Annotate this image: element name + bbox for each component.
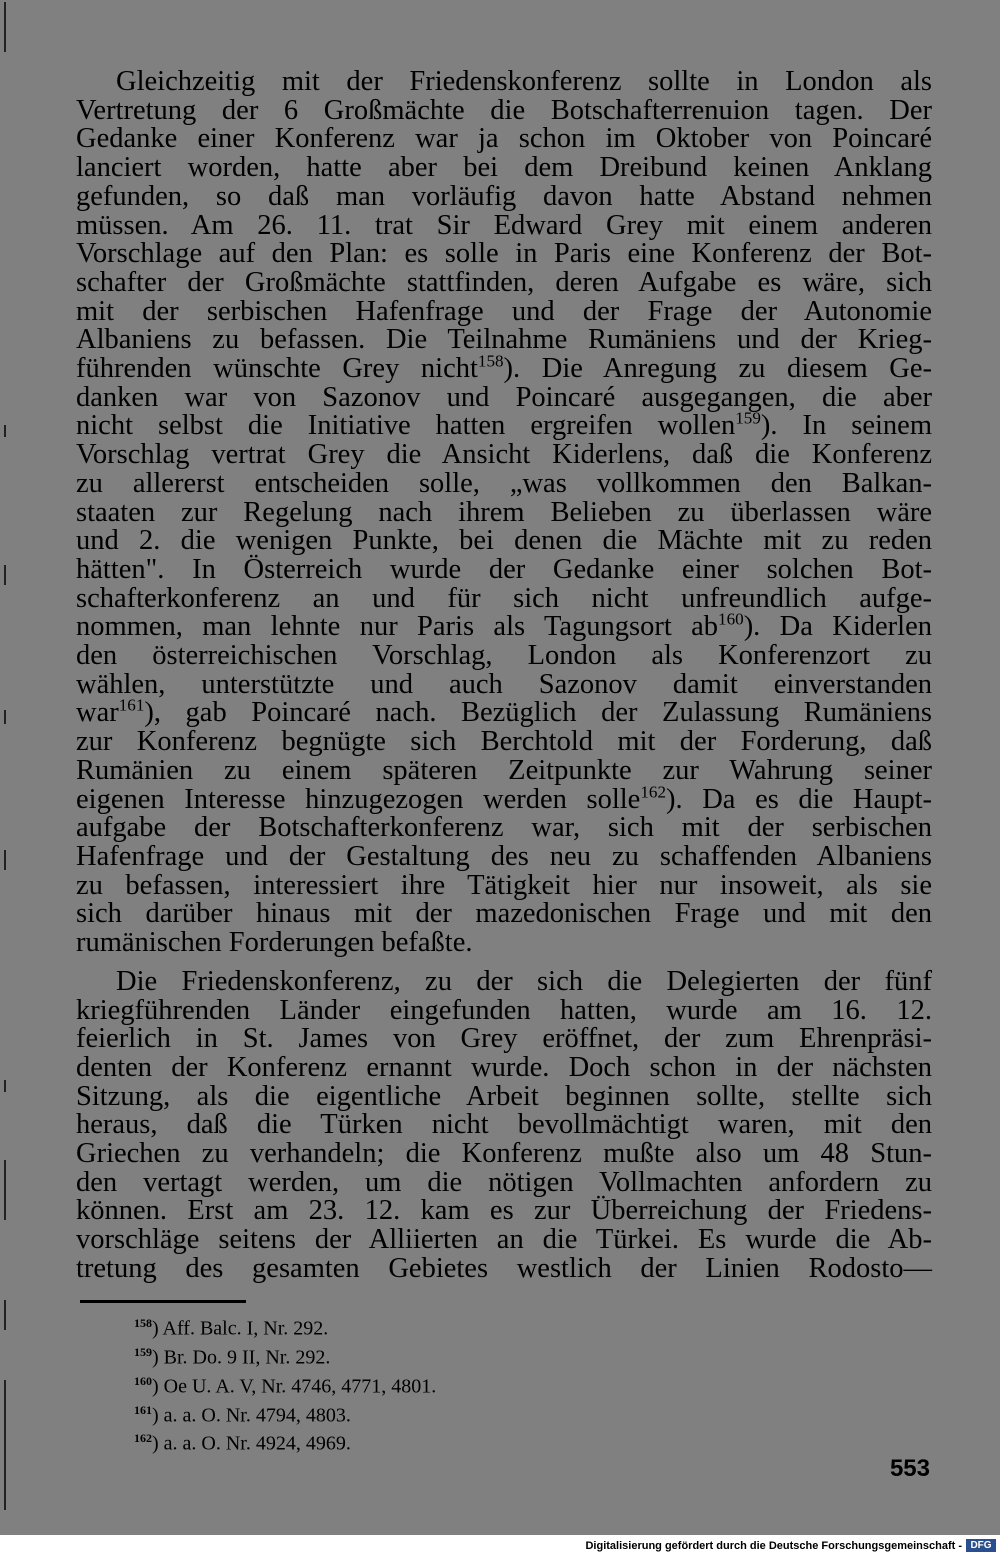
text-line: kriegführenden Länder eingefunden hatten, wurde am 16. 12. [76,994,932,1026]
footnote-separator [80,1300,246,1303]
text-line: heraus, daß die Türken nicht bevollmächtigt waren, mit den [76,1109,932,1141]
text-line: müssen. Am 26. 11. trat Sir Edward Grey mit einem anderen [76,209,932,241]
text-line: aufgabe der Botschafterkonferenz war, sich mit der serbischen [76,812,932,844]
text-line: denten der Konferenz ernannt wurde. Doch schon in der nächsten [76,1051,932,1083]
text-line: Rumänien zu einem späteren Zeitpunkte zur Wahrung seiner [76,754,932,786]
text-line [76,351,932,385]
text-segment: war [76,697,119,729]
scan-edge-mark [4,1300,6,1330]
scan-edge-mark [4,1160,6,1220]
text-segment: führenden wünschte Grey nicht [76,353,478,385]
footnote-text: ) a. a. O. Nr. 4794, 4803. [152,1404,351,1427]
footnote-ref-158[interactable]: 158 [477,351,504,371]
scan-edge-mark [4,1080,6,1092]
text-line: mit der serbischen Hafenfrage und der Frage der Autonomie [76,295,932,327]
footnote-text: ) Aff. Balc. I, Nr. 292. [152,1317,329,1340]
text-line [76,782,932,815]
text-line: zur Konferenz begnügte sich Berchtold mit der Forderung, daß [76,726,932,758]
footnote-text: ) Oe U. A. V, Nr. 4746, 4771, 4801. [152,1375,437,1398]
scan-edge-mark [4,565,6,585]
text-line: tretung des gesamten Gebietes westlich der Linien Rodosto— [76,1252,932,1284]
footnote-ref-160[interactable]: 160 [718,609,744,629]
text-line: Vorschlage auf den Plan: es solle in Paris eine Konferenz der Bot- [76,238,932,270]
scan-edge-mark [4,710,6,724]
text-segment: nommen, man lehnte nur Paris als Tagungsort ab [76,611,719,643]
text-segment: ). Da es die Haupt- [665,783,932,815]
paragraph-1 [76,68,932,958]
text-segment: nicht selbst die Initiative hatten ergreifen wollen [76,410,736,442]
text-line: feierlich in St. James von Grey eröffnet, der zum Ehrenpräsi- [76,1023,932,1055]
text-line: den vertagt werden, um die nötigen Vollmachten anfordern zu [76,1166,932,1198]
text-line: hätten". In Österreich wurde der Gedanke einer solchen Bot- [76,553,932,585]
text-segment: eigenen Interesse hinzugezogen werden solle [76,783,641,815]
footnote-number: 159 [134,1344,152,1359]
footnote-item [134,1427,436,1456]
text-line: Vertretung der 6 Großmächte die Botschafterrenuion tagen. Der [76,94,932,126]
scan-edge-mark [4,850,6,870]
footnote-text: ) Br. Do. 9 II, Nr. 292. [152,1346,331,1369]
text-line: Gedanke einer Konferenz war ja schon im Oktober von Poincaré [76,123,932,155]
footnote-ref-162[interactable]: 162 [640,782,666,802]
scan-edge-mark [4,425,6,437]
text-line: sich darüber hinaus mit der mazedonischen Frage und mit den [76,898,932,930]
text-line: danken war von Sazonov und Poincaré ausgegangen, die aber [76,381,932,413]
text-line: den österreichischen Vorschlag, London als Konferenzort zu [76,640,932,672]
footnote-item [134,1341,436,1370]
text-segment: ), gab Poincaré nach. Bezüglich der Zulassung Rumäniens [144,697,932,729]
text-segment: ). Da Kiderlen [743,611,932,643]
text-line: vorschläge seitens der Alliierten an die Türkei. Es wurde die Ab- [76,1224,932,1256]
text-line: staaten zur Regelung nach ihrem Belieben zu überlassen wäre [76,496,932,528]
footnote-ref-159[interactable]: 159 [735,408,761,428]
text-line: gefunden, so daß man vorläufig davon hatte Abstand nehmen [76,180,932,212]
text-line [76,408,932,442]
credit-bar [0,1535,1000,1555]
footnotes [134,1312,436,1456]
text-line [76,609,932,643]
footnote-text: ) a. a. O. Nr. 4924, 4969. [152,1433,351,1456]
dfg-logo-icon[interactable]: DFG [966,1539,996,1552]
text-line: wählen, unterstützte und auch Sazonov damit einverstanden [76,668,932,700]
footnote-number: 161 [134,1402,152,1417]
text-line: Gleichzeitig mit der Friedenskonferenz sollte in London als [116,66,932,97]
text-line: schafterkonferenz an und für sich nicht unfreundlich aufge- [76,582,932,614]
text-line: Vorschlag vertrat Grey die Ansicht Kiderlens, daß die Konferenz [76,439,932,471]
footnote-item [134,1312,436,1341]
footnote-item [134,1399,436,1428]
text-line: Sitzung, als die eigentliche Arbeit beginnen sollte, stellte sich [76,1080,932,1112]
footnote-number: 160 [134,1373,152,1388]
footnote-ref-161[interactable]: 161 [118,695,145,715]
text-segment: ). In seinem [760,410,932,442]
text-segment: ). Die Anregung zu diesem Ge- [503,353,932,385]
text-line: schafter der Großmächte stattfinden, deren Aufgabe es wäre, sich [76,266,932,298]
scan-edge-mark [4,1380,6,1510]
text-line: zu allererst entscheiden solle, „was vollkommen den Balkan- [76,467,932,499]
text-line: und 2. die wenigen Punkte, bei denen die Mächte mit zu reden [76,525,932,557]
text-line: Griechen zu verhandeln; die Konferenz mußte also um 48 Stun- [76,1138,932,1170]
footnote-item [134,1370,436,1399]
scan-edge-mark [4,2,6,52]
footnote-number: 158 [134,1316,152,1330]
footnote-number: 162 [134,1431,152,1446]
page-number: 553 [889,1455,930,1482]
text-line: können. Erst am 23. 12. kam es zur Überreichung der Friedens- [76,1195,932,1227]
text-line: Albaniens zu befassen. Die Teilnahme Rumäniens und der Krieg- [76,324,932,356]
text-line: Die Friedenskonferenz, zu der sich die Delegierten der fünf [116,965,932,997]
text-line: rumänischen Forderungen befaßte. [76,927,473,959]
text-line [76,695,932,729]
paragraph-2 [76,965,932,1284]
text-line: Hafenfrage und der Gestaltung des neu zu schaffenden Albaniens [76,840,932,872]
credit-text[interactable]: Digitalisierung gefördert durch die Deutsche Forschungsgemeinschaft - [585,1540,962,1552]
page-body [76,68,932,1284]
text-line: zu befassen, interessiert ihre Tätigkeit hier nur insoweit, als sie [76,869,932,901]
text-line: lanciert worden, hatte aber bei dem Dreibund keinen Anklang [76,152,932,184]
